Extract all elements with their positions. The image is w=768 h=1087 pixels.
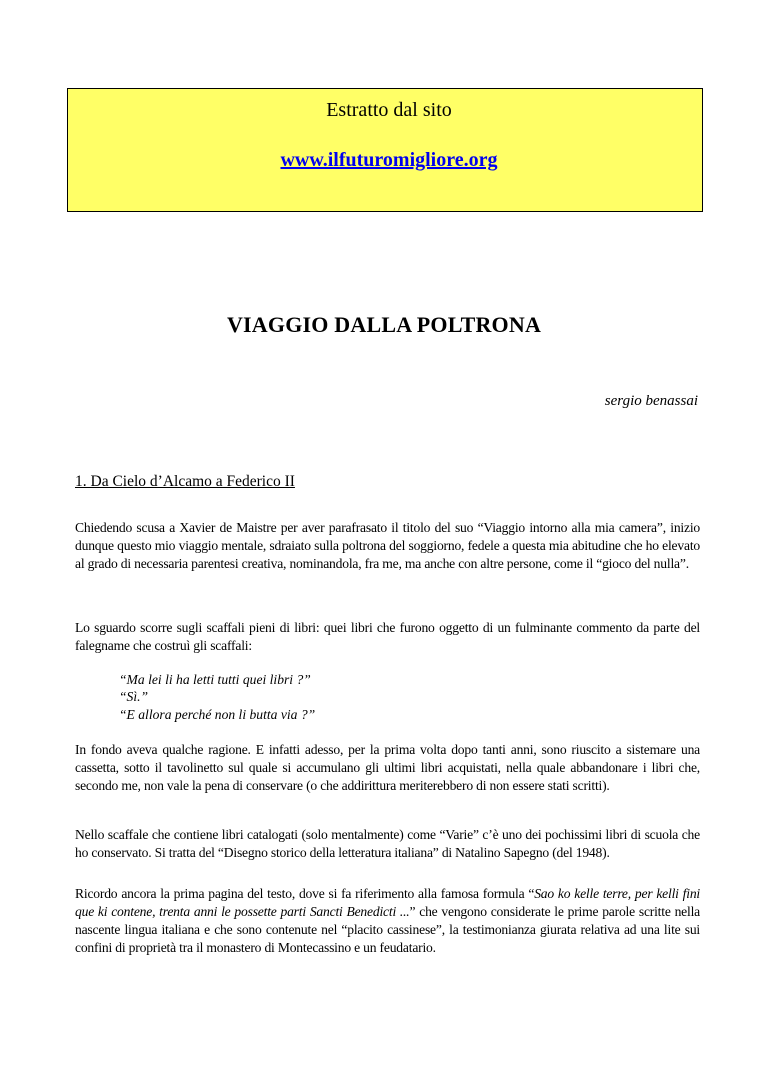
paragraph-3: In fondo aveva qualche ragione. E infatti adesso, per la prima volta dopo tanti anni, sono riuscito a sistemare una cassetta, sotto il tavolinetto sul quale si accumulano gli ultimi libri acquistati, nella quale abbandonare i libri che, secondo me, non vale la pena di conservare (o che addirittura meriterebbero di non essere stati scritti). <box>75 742 700 793</box>
paragraph-5-end: ” che vengono considerate le prime parole scritte nella nascente lingua italiana e che sono contenute nel “placito cassinese”, la testimonianza giurata relativa ad una lite sui confini di proprietà tra il monastero di Montecassino e un feudatario. <box>75 904 700 955</box>
quote-line-1: “Ma lei li ha letti tutti quei libri ?” <box>119 672 311 687</box>
quote-line-3: “E allora perché non li butta via ?” <box>119 707 316 722</box>
header-box <box>67 88 703 212</box>
author-name: sergio benassai <box>604 393 698 409</box>
paragraph-4: Nello scaffale che contiene libri catalogati (solo mentalmente) come “Varie” c’è uno dei pochissimi libri di scuola che ho conservato. Si tratta del “Disegno storico della letteratura italiana” di Natalino Sapegno (del 1948). <box>75 827 700 860</box>
site-link[interactable]: www.ilfuturomigliore.org <box>280 149 498 171</box>
quote-line-2: “Sì.” <box>119 689 149 704</box>
paragraph-5-latin-quote: Sao ko kelle terre, per kelli fini que ki contene, trenta anni le possette parti Sancti Benedicti ... <box>75 886 700 919</box>
paragraph-5 <box>75 885 700 957</box>
header-source-label: Estratto dal sito <box>326 99 452 121</box>
section-heading: 1. Da Cielo d’Alcamo a Federico II <box>75 473 295 490</box>
paragraph-1: Chiedendo scusa a Xavier de Maistre per aver parafrasato il titolo del suo “Viaggio intorno alla mia camera”, inizio dunque questo mio viaggio mentale, sdraiato sulla poltrona del soggiorno, fedele a questa mia abitudine che ho elevato al grado di necessaria parentesi creativa, nominandola, fra me, ma anche con altre persone, come il “gioco del nulla”. <box>75 520 700 571</box>
paragraph-2: Lo sguardo scorre sugli scaffali pieni di libri: quei libri che furono oggetto di un fulminante commento da parte del falegname che costruì gli scaffali: <box>75 620 700 653</box>
paragraph-5-start: Ricordo ancora la prima pagina del testo, dove si fa riferimento alla famosa formula “ <box>75 886 535 901</box>
document-title: VIAGGIO DALLA POLTRONA <box>226 312 542 337</box>
